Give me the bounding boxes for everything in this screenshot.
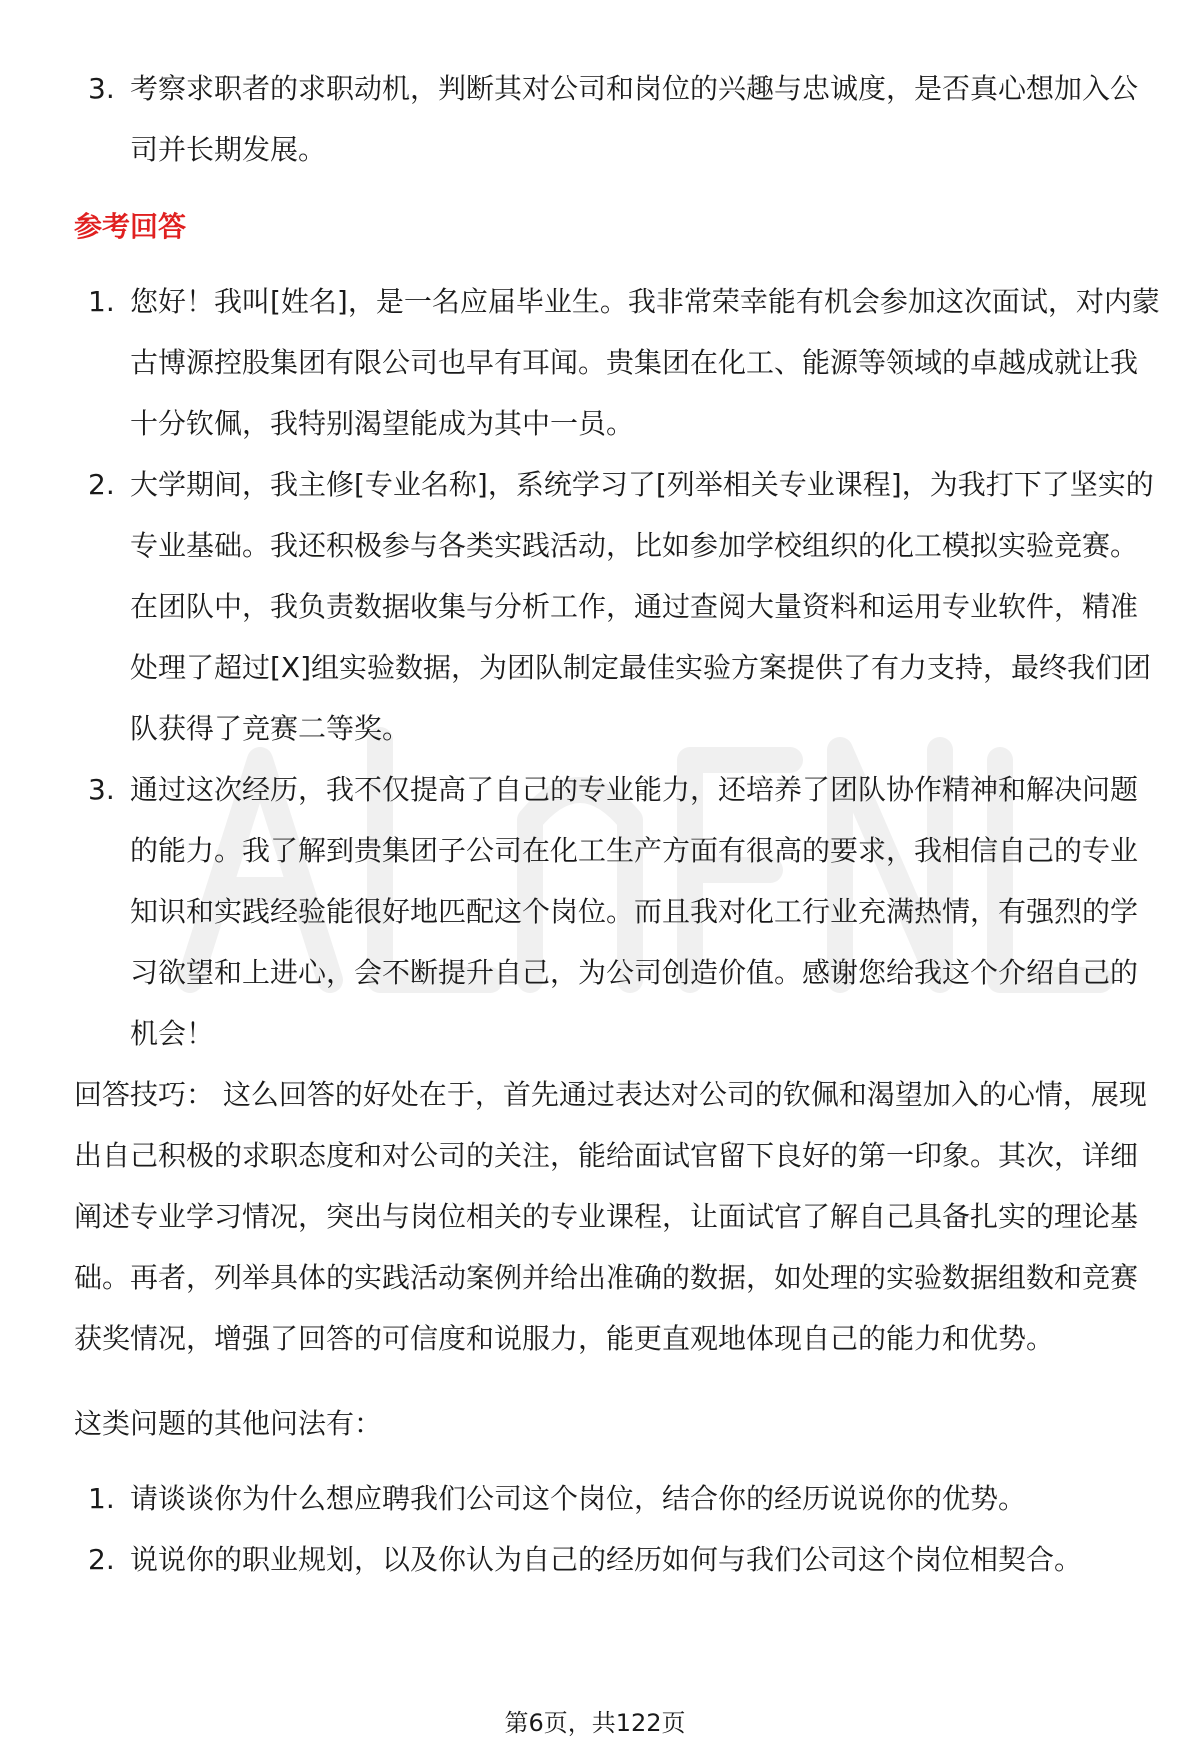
list-item xyxy=(74,454,1160,759)
list-text: 考察求职者的求职动机，判断其对公司和岗位的兴趣与忠诚度，是否真心想加入公司并长期发展。 xyxy=(130,72,1139,166)
list-text: 通过这次经历，我不仅提高了自己的专业能力，还培养了团队协作精神和解决问题的能力。我了解到贵集团子公司在化工生产方面有很高的要求，我相信自己的专业知识和实践经验能很好地匹配这个岗位。而且我对化工行业充满热情，有强烈的学习欲望和上进心，会不断提升自己，为公司创造价值。感谢您给我这个介绍自己的机会！ xyxy=(130,773,1139,1050)
answer-list xyxy=(74,271,1160,1064)
list-item xyxy=(74,1529,1160,1590)
document-content xyxy=(74,58,1160,1590)
list-number: 1. xyxy=(88,1482,115,1515)
intro-list xyxy=(74,58,1160,180)
list-item xyxy=(74,759,1160,1064)
list-number: 3. xyxy=(88,773,115,806)
list-text: 大学期间，我主修[专业名称]，系统学习了[列举相关专业课程]，为我打下了坚实的专业基础。我还积极参与各类实践活动，比如参加学校组织的化工模拟实验竞赛。在团队中，我负责数据收集与分析工作，通过查阅大量资料和运用专业软件，精准处理了超过[X]组实验数据，为团队制定最佳实验方案提供了有力支持，最终我们团队获得了竞赛二等奖。 xyxy=(130,468,1154,745)
list-text: 说说你的职业规划，以及你认为自己的经历如何与我们公司这个岗位相契合。 xyxy=(130,1543,1083,1576)
list-number: 3. xyxy=(88,72,115,105)
list-number: 2. xyxy=(88,1543,115,1576)
list-text: 您好！我叫[姓名]，是一名应届毕业生。我非常荣幸能有机会参加这次面试，对内蒙古博源控股集团有限公司也早有耳闻。贵集团在化工、能源等领域的卓越成就让我十分钦佩，我特别渴望能成为其中一员。 xyxy=(130,285,1160,440)
list-item xyxy=(74,1468,1160,1529)
page-footer: 第6页，共122页 xyxy=(504,1709,686,1737)
list-item xyxy=(74,271,1160,454)
answer-tips: 回答技巧： 这么回答的好处在于，首先通过表达对公司的钦佩和渴望加入的心情，展现出自己积极的求职态度和对公司的关注，能给面试官留下良好的第一印象。其次，详细阐述专业学习情况，突出与岗位相关的专业课程，让面试官了解自己具备扎实的理论基础。再者，列举具体的实践活动案例并给出准确的数据，如处理的实验数据组数和竞赛获奖情况，增强了回答的可信度和说服力，能更直观地体现自己的能力和优势。 xyxy=(74,1078,1147,1355)
answer-heading: 参考回答 xyxy=(74,210,187,243)
list-item xyxy=(74,58,1160,180)
other-questions-list xyxy=(74,1468,1160,1590)
list-text: 请谈谈你为什么想应聘我们公司这个岗位，结合你的经历说说你的优势。 xyxy=(130,1482,1027,1515)
other-questions-heading: 这类问题的其他问法有： xyxy=(74,1407,383,1440)
list-number: 1. xyxy=(88,285,115,318)
list-number: 2. xyxy=(88,468,115,501)
